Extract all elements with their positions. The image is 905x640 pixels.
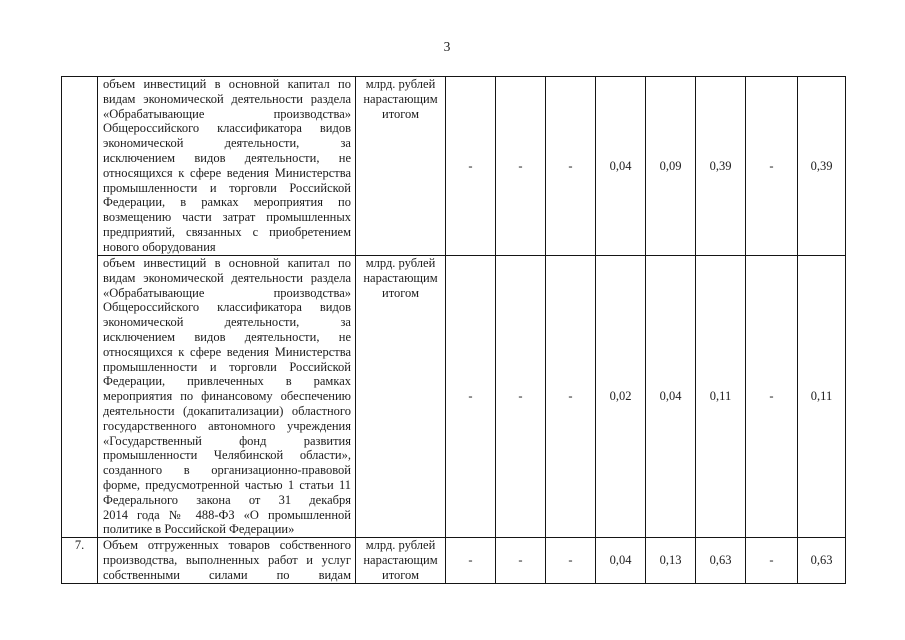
value-cell: 0,39 [798, 77, 846, 256]
unit-line: итогом [382, 567, 419, 582]
value-cell: - [746, 538, 798, 584]
table-row [62, 256, 846, 538]
row-number-cell [62, 77, 98, 538]
value-cell: 0,13 [646, 538, 696, 584]
unit-line: млрд. рублей [365, 538, 436, 553]
description-line: исключением видов деятельности, не [103, 329, 351, 344]
unit-line: нарастающим [363, 552, 438, 567]
description-cell [98, 538, 356, 584]
description-line: созданного в организационно-правовой [103, 463, 351, 478]
description-line: собственными силами по видам [103, 567, 351, 582]
unit-text [358, 77, 443, 121]
description-line: политике в Российской Федерации» [103, 522, 295, 537]
description-text [103, 538, 351, 582]
description-line: предприятий, связанных с приобретением [103, 224, 351, 239]
value-cell: - [546, 77, 596, 256]
value-cell: - [746, 77, 798, 256]
value-cell: - [446, 77, 496, 256]
description-line: экономической деятельности, за [103, 315, 351, 330]
unit-text [358, 538, 443, 582]
description-line: «Обрабатывающие производства» [103, 285, 351, 300]
value-cell: - [546, 256, 596, 538]
description-line: Федерации, в рамках мероприятия по [103, 195, 351, 210]
description-line: Объем отгруженных товаров собственного [103, 538, 351, 553]
value-cell: - [446, 256, 496, 538]
unit-cell [356, 256, 446, 538]
value-cell: 0,63 [798, 538, 846, 584]
description-line: промышленности и торговли Российской [103, 180, 351, 195]
description-line: нового оборудования [103, 239, 216, 254]
value-cell: 0,11 [798, 256, 846, 538]
description-line: «Государственный фонд развития [103, 433, 351, 448]
unit-line: итогом [382, 106, 419, 121]
table-row [62, 538, 846, 584]
description-line: деятельности (докапитализации) областного [103, 403, 351, 418]
description-line: Общероссийского классификатора видов [103, 121, 351, 136]
description-line: мероприятия по финансовому обеспечению [103, 389, 351, 404]
table-row [62, 77, 846, 256]
description-line: промышленности Челябинской области», [103, 448, 351, 463]
description-line: Федерации, привлеченных в рамках [103, 374, 351, 389]
unit-line: млрд. рублей [365, 77, 436, 91]
description-line: относящихся к сфере ведения Министерства [103, 165, 351, 180]
description-line: видам экономической деятельности раздела [103, 270, 351, 285]
value-cell: 0,11 [696, 256, 746, 538]
description-cell [98, 77, 356, 256]
description-line: форме, предусмотренной частью 1 статьи 11 [103, 477, 351, 492]
unit-line: итогом [382, 285, 419, 300]
value-cell: - [746, 256, 798, 538]
page-number: 3 [443, 39, 451, 54]
description-line: Федерального закона от 31 декабря [103, 492, 351, 507]
description-line: объем инвестиций в основной капитал по [103, 77, 351, 91]
row-number-cell: 7. [62, 538, 98, 584]
description-line: возмещению части затрат промышленных [103, 210, 351, 225]
value-cell: 0,63 [696, 538, 746, 584]
value-cell: 0,09 [646, 77, 696, 256]
description-line: 2014 года № 488-ФЗ «О промышленной [103, 507, 351, 522]
unit-line: млрд. рублей [365, 256, 436, 270]
unit-line: нарастающим [363, 270, 438, 285]
description-line: исключением видов деятельности, не [103, 150, 351, 165]
description-cell [98, 256, 356, 538]
value-cell: 0,02 [596, 256, 646, 538]
unit-line: нарастающим [363, 91, 438, 106]
unit-cell [356, 538, 446, 584]
description-text [103, 256, 351, 537]
description-line: «Обрабатывающие производства» [103, 106, 351, 121]
value-cell: - [496, 256, 546, 538]
description-line: экономической деятельности, за [103, 136, 351, 151]
value-cell: 0,04 [646, 256, 696, 538]
value-cell: - [546, 538, 596, 584]
value-cell: - [446, 538, 496, 584]
indicators-table [61, 76, 846, 584]
description-line: промышленности и торговли Российской [103, 359, 351, 374]
unit-cell [356, 77, 446, 256]
description-text [103, 77, 351, 255]
value-cell: 0,39 [696, 77, 746, 256]
description-line: Общероссийского классификатора видов [103, 300, 351, 315]
value-cell: - [496, 538, 546, 584]
unit-text [358, 256, 443, 300]
value-cell: - [496, 77, 546, 256]
value-cell: 0,04 [596, 77, 646, 256]
description-line: производства, выполненных работ и услуг [103, 552, 351, 567]
description-line: видам экономической деятельности раздела [103, 91, 351, 106]
value-cell: 0,04 [596, 538, 646, 584]
description-line: относящихся к сфере ведения Министерства [103, 344, 351, 359]
description-line: объем инвестиций в основной капитал по [103, 256, 351, 270]
description-line: государственного автономного учреждения [103, 418, 351, 433]
